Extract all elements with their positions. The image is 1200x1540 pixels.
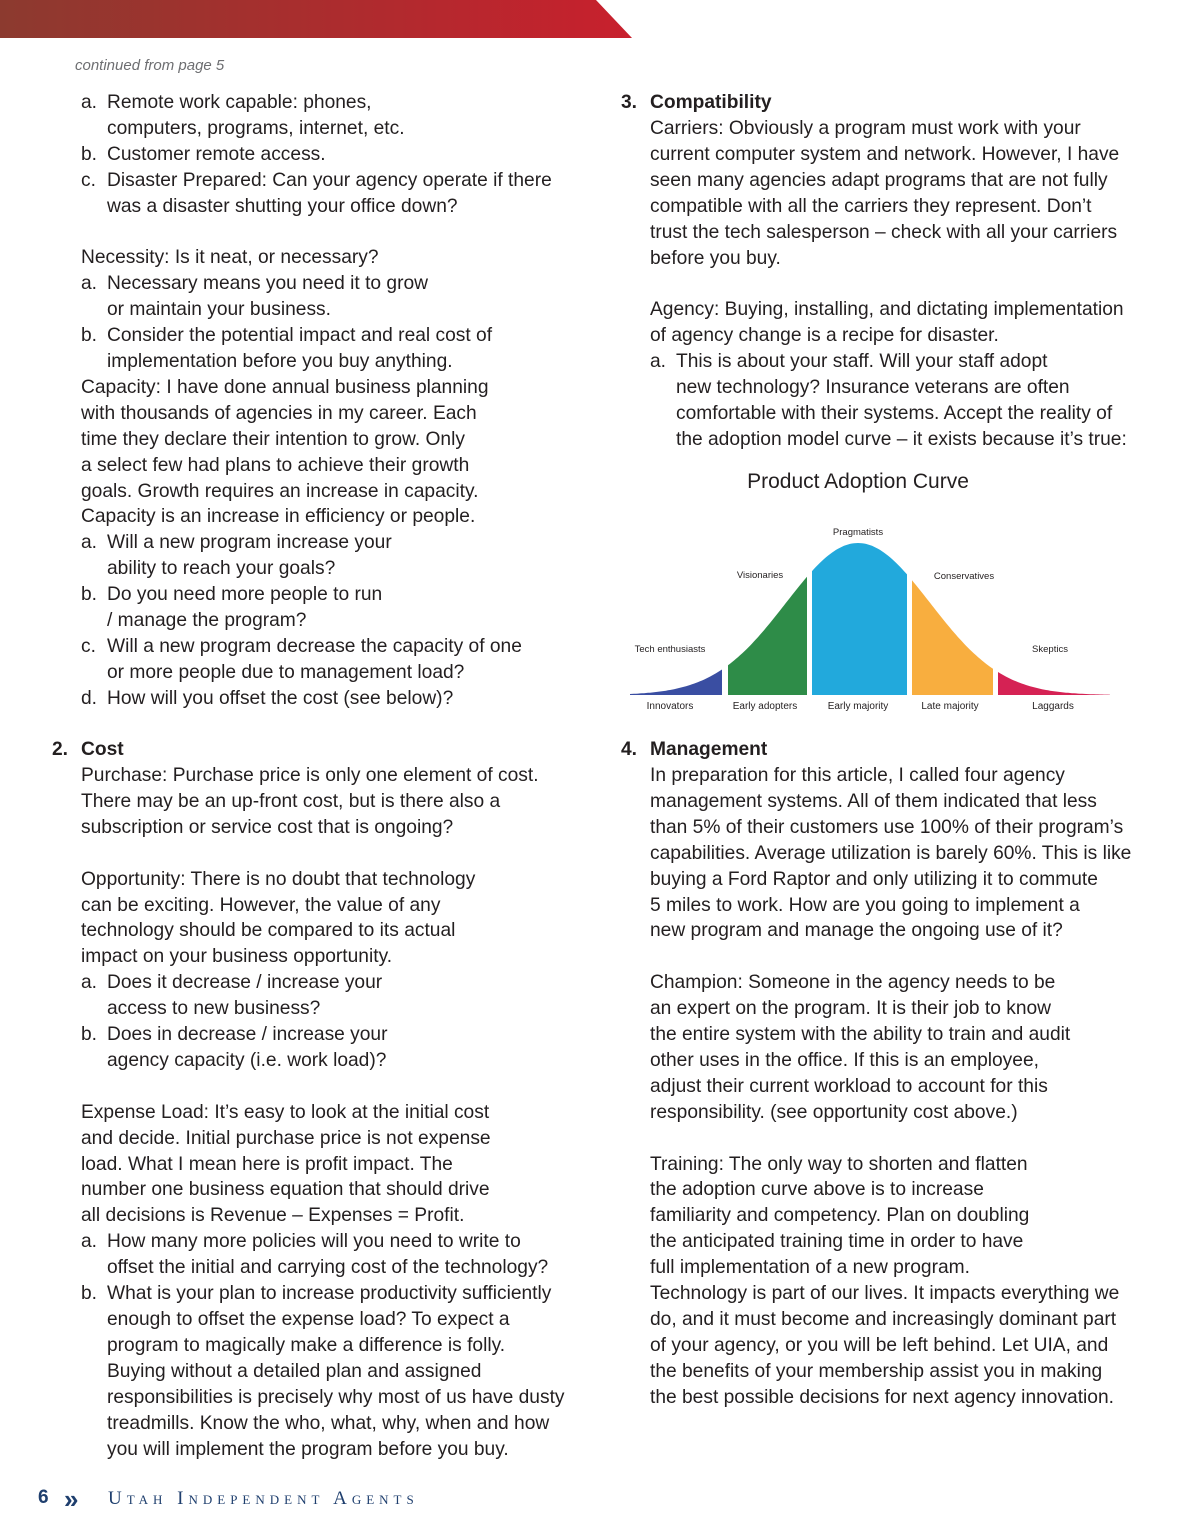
list-item: a. Remote work capable: phones, computers, programs, internet, etc.	[81, 92, 405, 139]
list-item: a. Necessary means you need it to grow or maintain your business.	[81, 273, 429, 321]
list-item: b. Consider the potential impact and real cost of implementation before you buy anything.	[81, 325, 493, 373]
section-title-management: 4. Management	[621, 739, 768, 760]
agency-paragraph: Agency: Buying, installing, and dictating implementation of agency change is a recipe for disaster.	[650, 299, 1124, 347]
category-label: Laggards	[1032, 701, 1074, 712]
chart-title: Product Adoption Curve	[747, 470, 969, 493]
capacity-paragraph: Capacity: I have done annual business planning with thousands of agencies in my career. Each time they declare their intention to grow. Only a select few had plans to achieve their growth goals. Growth requires an increase in capacity. Capacity is an increase in efficiency or people.	[81, 376, 489, 528]
category-label: Innovators	[646, 701, 694, 712]
list-item: b. What is your plan to increase productivity sufficiently enough to offset the expense load? To expect a program to magically make a difference is folly. Buying without a detailed plan and assigned responsibilities is precisely why most of us have dusty treadmills. Know the who, what, why, when and how you will implement the program before you buy.	[81, 1283, 565, 1460]
persona-label: Pragmatists	[832, 527, 884, 538]
top-banner	[0, 0, 1200, 38]
chevron-right-icon: »	[64, 1484, 79, 1514]
curve-segment-laggards	[998, 672, 1110, 695]
list-item: b. Does in decrease / increase your agency capacity (i.e. work load)?	[81, 1024, 388, 1071]
list-item: c. Will a new program decrease the capacity of one or more people due to management load?	[81, 636, 522, 683]
carriers-paragraph: Carriers: Obviously a program must work with your current computer system and network. However, I have seen many agencies adapt programs that are not fully compatible with all the carriers they represent. Don’t trust the tech salesperson – check with all your carriers before you buy.	[650, 118, 1120, 269]
list-item: b. Do you need more people to run / manage the program?	[81, 584, 383, 632]
management-section	[650, 763, 1160, 1411]
continued-note: continued from page 5	[75, 57, 225, 74]
curve-segment-late-majority	[912, 580, 993, 695]
section-title-cost: 2. Cost	[52, 739, 124, 760]
persona-label: Conservatives	[933, 571, 995, 582]
persona-label: Skeptics	[1032, 644, 1068, 655]
purchase-paragraph: Purchase: Purchase price is only one element of cost. There may be an up-front cost, but is there also a subscription or service cost that is ongoing?	[81, 765, 539, 838]
management-intro: In preparation for this article, I called four agency management systems. All of them indicated that less than 5% of their customers use 100% of their program’s capabilities. Average utilization is barely 60%. This is like buying a Ford Raptor and only utilizing it to commute 5 miles to work. How are you going to implement a new program and manage the ongoing use of it?	[650, 765, 1132, 942]
category-label: Early adopters	[732, 701, 798, 712]
publication-name: Utah Independent Agents	[108, 1488, 419, 1509]
list-item: d. How will you offset the cost (see below)?	[81, 687, 454, 709]
cost-section	[81, 763, 601, 1462]
curve-segment-early-majority	[812, 543, 907, 695]
list-item: a. This is about your staff. Will your staff adopt new technology? Insurance veterans are often comfortable with their systems. Accept the reality of the adoption model curve – it exists because it’s true:	[650, 351, 1127, 450]
list-item: c. Disaster Prepared: Can your agency operate if there was a disaster shutting your office down?	[81, 169, 552, 217]
persona-label: Tech enthusiasts	[634, 644, 706, 655]
champion-paragraph: Champion: Someone in the agency needs to be an expert on the program. It is their job to know the entire system with the ability to train and audit other uses in the office. If this is an employee, adjust their current workload to account for this responsibility. (see opportunity cost above.)	[650, 972, 1071, 1123]
necessity-heading: Necessity: Is it neat, or necessary?	[81, 247, 379, 269]
section-title-compatibility: 3. Compatibility	[621, 92, 772, 113]
expense-paragraph: Expense Load: It’s easy to look at the initial cost and decide. Initial purchase price is not expense load. What I mean here is profit impact. The number one business equation that should drive all decisions is Revenue – Expenses = Profit.	[81, 1101, 491, 1227]
list-item: a. Does it decrease / increase your access to new business?	[81, 972, 383, 1020]
list-item: b. Customer remote access.	[81, 143, 326, 165]
list-item: a. How many more policies will you need to write to offset the initial and carrying cost of the technology?	[81, 1231, 549, 1279]
curve-segment-early-adopters	[728, 577, 807, 695]
compatibility-section	[650, 116, 1160, 453]
left-column	[81, 90, 601, 712]
training-paragraph: Training: The only way to shorten and flatten the adoption curve above is to increase familiarity and competency. Plan on doubling the anticipated training time in order to have full implementation of a new program. Technology is part of our lives. It impacts everything we do, and it must become and increasingly dominant part of your agency, or you will be left behind. Let UIA, and the benefits of your membership assist you in making the best possible decisions for next agency innovation.	[650, 1153, 1120, 1408]
list-item: a. Will a new program increase your ability to reach your goals?	[81, 532, 392, 580]
remote-list	[81, 90, 601, 220]
category-label: Late majority	[921, 701, 979, 712]
persona-label: Visionaries	[736, 570, 784, 581]
category-label: Early majority	[827, 701, 889, 712]
page-number: 6	[38, 1487, 49, 1508]
opportunity-paragraph: Opportunity: There is no doubt that technology can be exciting. However, the value of any technology should be compared to its actual impact on your business opportunity.	[81, 868, 476, 968]
curve-segment-innovators	[630, 670, 722, 696]
adoption-curve-chart	[620, 515, 1120, 720]
